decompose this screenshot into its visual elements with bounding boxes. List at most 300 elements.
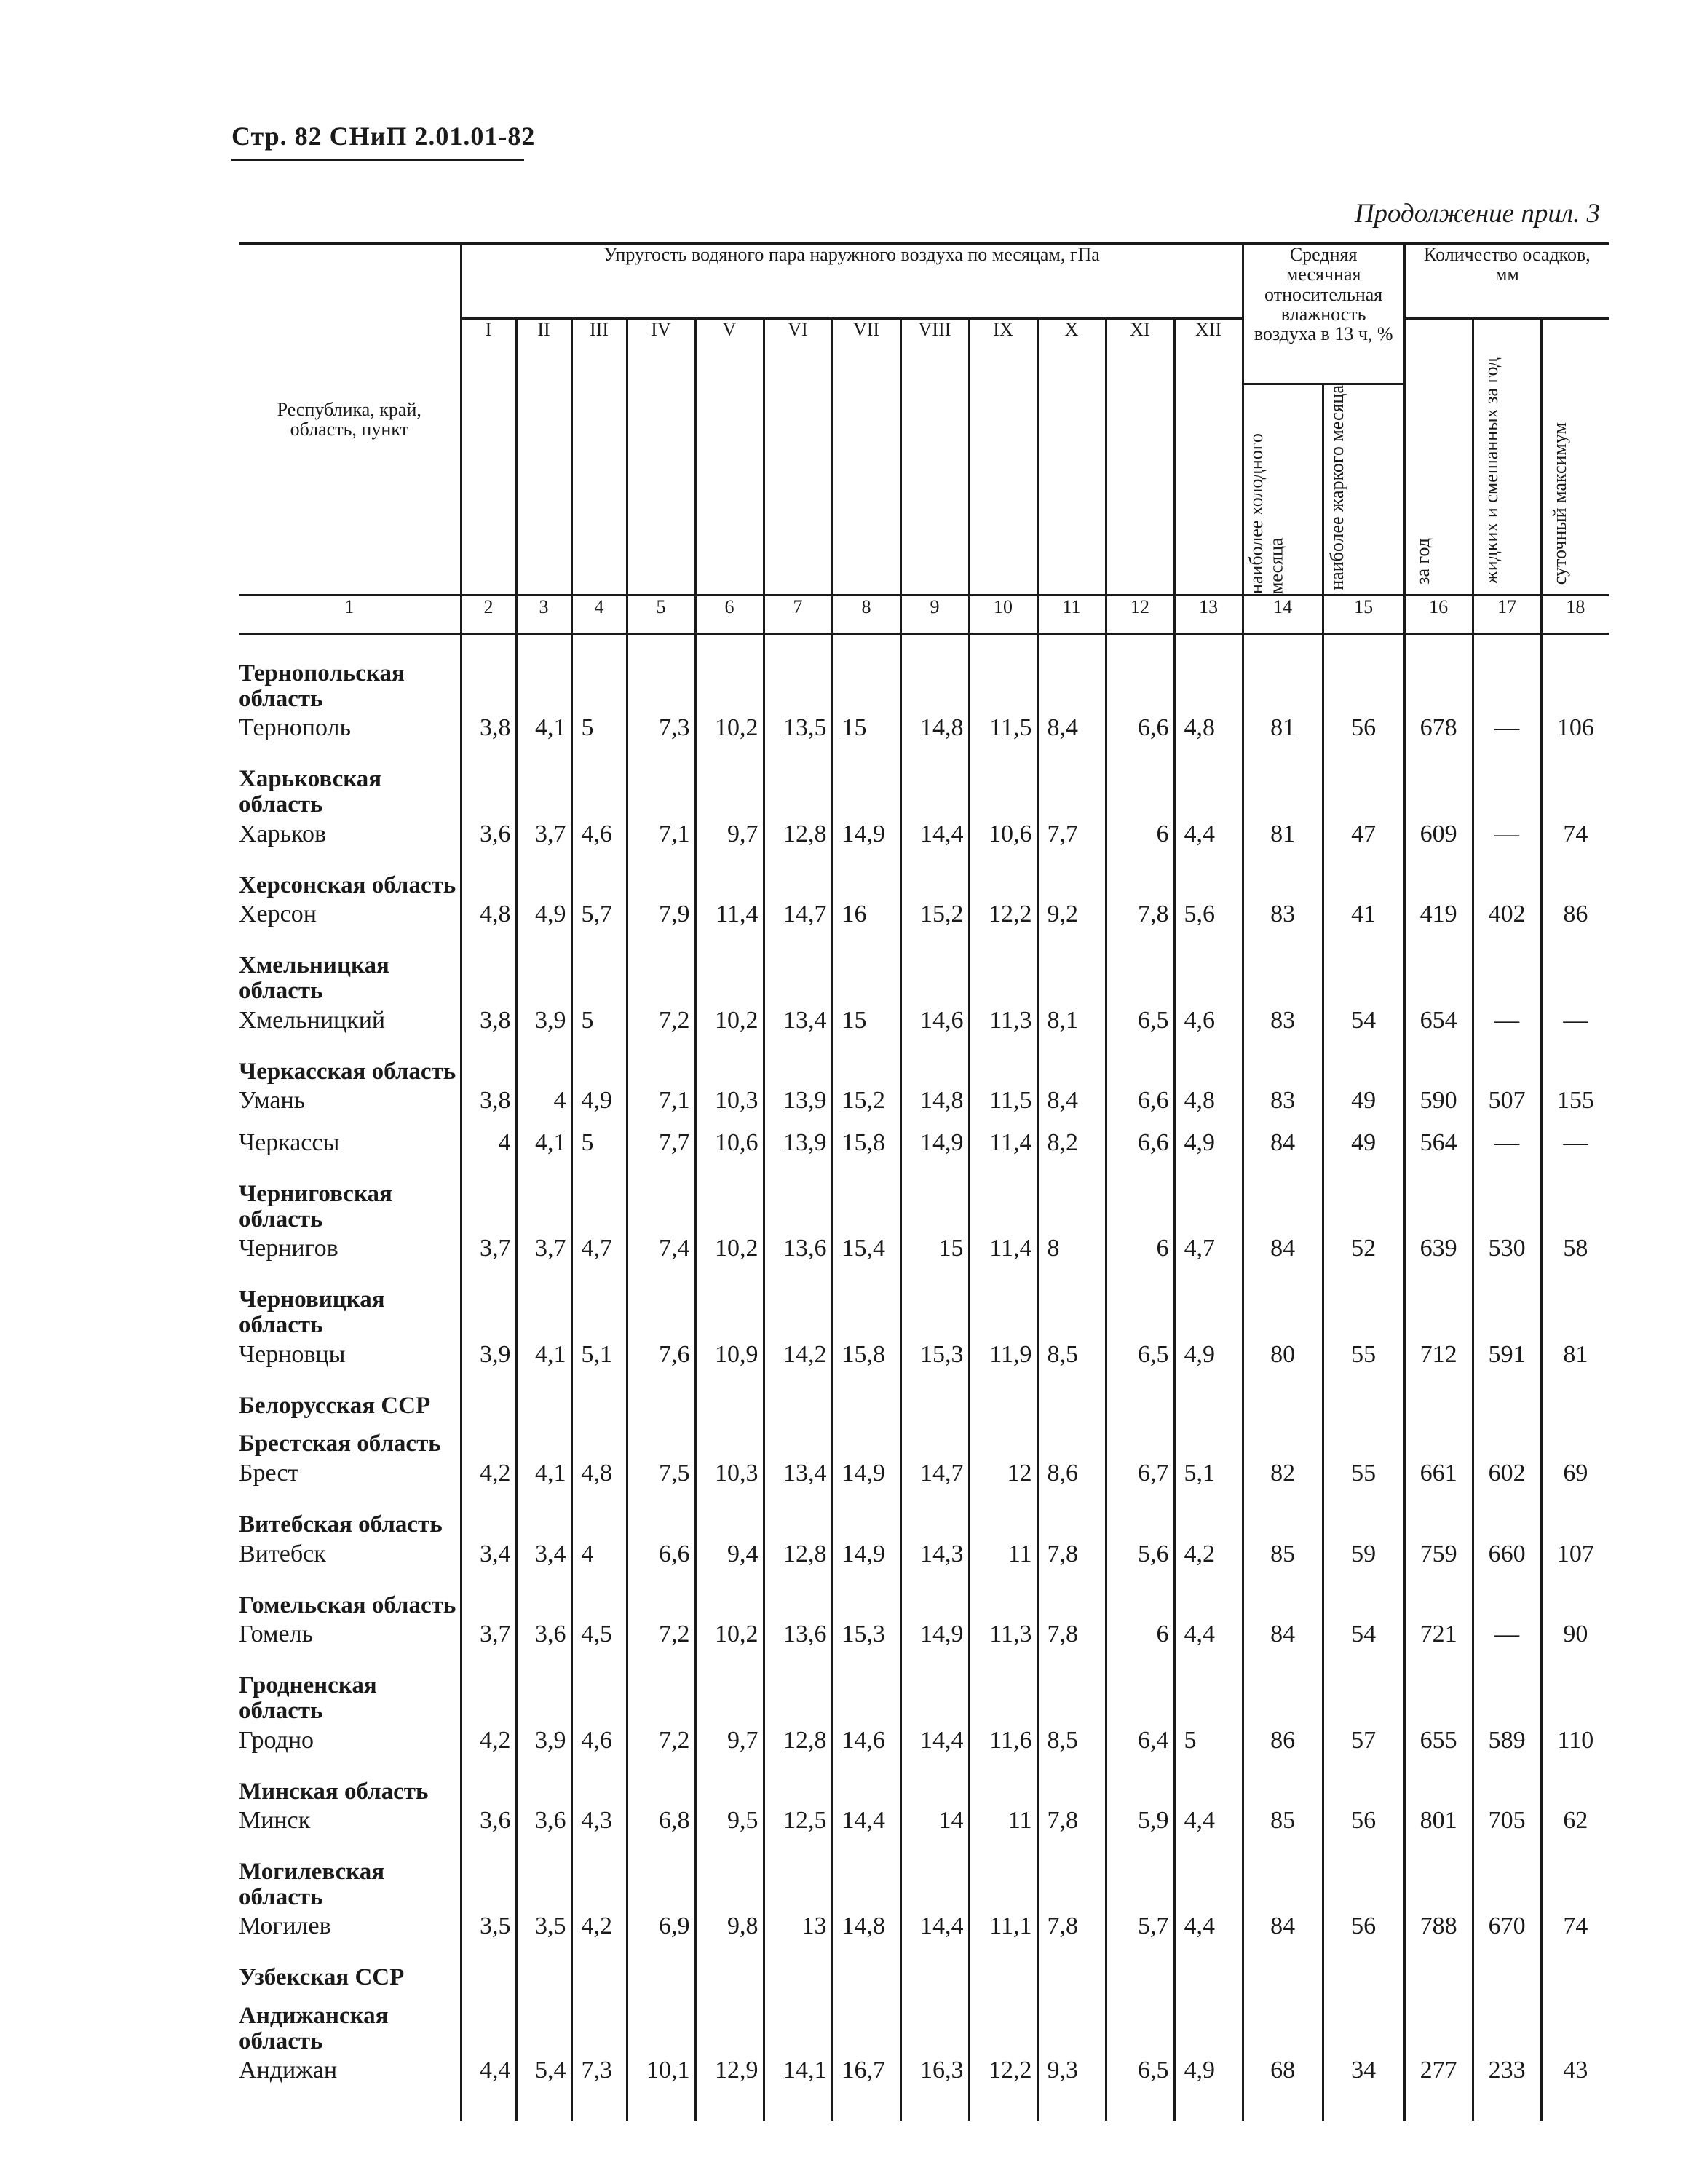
humidity-value: 85: [1243, 1540, 1323, 1583]
vapor-pressure-value: 5,9: [1106, 1807, 1174, 1849]
vapor-pressure-value: 10,9: [695, 1341, 764, 1383]
vapor-pressure-value: 4,4: [1174, 1807, 1243, 1849]
region-name: Гродненская область: [239, 1672, 377, 1724]
precipitation-value: 402: [1473, 901, 1541, 943]
vapor-pressure-value: 5,6: [1106, 1540, 1174, 1583]
vapor-pressure-value: 14,9: [900, 1621, 969, 1663]
precipitation-value: —: [1541, 1129, 1609, 1171]
vapor-pressure-value: 6: [1106, 1235, 1174, 1277]
header-month: V: [695, 319, 764, 596]
vapor-pressure-value: 14,8: [832, 1912, 900, 1955]
column-number: 8: [832, 596, 900, 634]
city-name: Брест: [239, 1460, 299, 1487]
table-row: [239, 1007, 1609, 1049]
precipitation-value: 591: [1473, 1341, 1541, 1383]
table-row: [239, 1235, 1609, 1277]
vapor-pressure-value: 6,6: [1106, 714, 1174, 756]
climate-table: [239, 242, 1609, 2121]
vapor-pressure-value: 11,1: [969, 1912, 1037, 1955]
region-name: Херсонская область: [239, 871, 456, 898]
city-name: Могилев: [239, 1912, 331, 1940]
vapor-pressure-value: 13,4: [764, 1460, 832, 1502]
column-number: 5: [627, 596, 695, 634]
vapor-pressure-value: 13,9: [764, 1087, 832, 1129]
vapor-pressure-value: 13: [764, 1912, 832, 1955]
vapor-pressure-value: 4,1: [516, 1341, 571, 1383]
vapor-pressure-value: 4,6: [1174, 1007, 1243, 1049]
region-name: Витебская область: [239, 1511, 443, 1538]
vapor-pressure-value: 7,2: [627, 1621, 695, 1663]
humidity-value: 82: [1243, 1460, 1323, 1502]
precipitation-value: —: [1473, 714, 1541, 756]
vapor-pressure-value: 3,7: [461, 1621, 516, 1663]
humidity-value: 54: [1323, 1621, 1404, 1663]
humidity-value: 81: [1243, 820, 1323, 863]
vapor-pressure-value: 7,1: [627, 820, 695, 863]
region-name: Гомельская область: [239, 1591, 456, 1618]
vapor-pressure-value: 10,2: [695, 1235, 764, 1277]
header-month: IX: [969, 319, 1037, 596]
vapor-pressure-value: 7,6: [627, 1341, 695, 1383]
vapor-pressure-value: 6,8: [627, 1807, 695, 1849]
vapor-pressure-value: 3,7: [516, 820, 571, 863]
humidity-value: 84: [1243, 1912, 1323, 1955]
vapor-pressure-value: 10,1: [627, 2057, 695, 2099]
vapor-pressure-value: 12: [969, 1460, 1037, 1502]
vapor-pressure-value: 5: [571, 1007, 627, 1049]
precipitation-value: 655: [1404, 1727, 1473, 1769]
header-month: I: [461, 319, 516, 596]
header-month: XI: [1106, 319, 1174, 596]
vapor-pressure-value: 3,7: [461, 1235, 516, 1277]
precipitation-value: 62: [1541, 1807, 1609, 1849]
column-number: 1: [239, 596, 461, 634]
vapor-pressure-value: 4,9: [1174, 1341, 1243, 1383]
vapor-pressure-value: 3,9: [516, 1007, 571, 1049]
header-vapor-group: Упругость водяного пара наружного воздуха по месяцам, гПа: [461, 244, 1243, 319]
vapor-pressure-value: 5: [571, 1129, 627, 1171]
vapor-pressure-value: 4,5: [571, 1621, 627, 1663]
vapor-pressure-value: 12,8: [764, 820, 832, 863]
precipitation-value: —: [1473, 820, 1541, 863]
humidity-value: 86: [1243, 1727, 1323, 1769]
vapor-pressure-value: 4,3: [571, 1807, 627, 1849]
vapor-pressure-value: 14,4: [900, 1727, 969, 1769]
column-number: 12: [1106, 596, 1174, 634]
vapor-pressure-value: 15,8: [832, 1341, 900, 1383]
header-month: VI: [764, 319, 832, 596]
vapor-pressure-value: 11,4: [695, 901, 764, 943]
vapor-pressure-value: 14,3: [900, 1540, 969, 1583]
vapor-pressure-value: 5,4: [516, 2057, 571, 2099]
vapor-pressure-value: 9,3: [1037, 2057, 1106, 2099]
vapor-pressure-value: 4,4: [1174, 1621, 1243, 1663]
vapor-pressure-value: 9,8: [695, 1912, 764, 1955]
column-number: 7: [764, 596, 832, 634]
column-number: 18: [1541, 596, 1609, 634]
region-name: Харьковская область: [239, 766, 382, 818]
precipitation-value: 661: [1404, 1460, 1473, 1502]
humidity-value: 80: [1243, 1341, 1323, 1383]
vapor-pressure-value: 12,8: [764, 1727, 832, 1769]
vapor-pressure-value: 4,2: [571, 1912, 627, 1955]
vapor-pressure-value: 14,9: [900, 1129, 969, 1171]
vapor-pressure-value: 3,8: [461, 1087, 516, 1129]
vapor-pressure-value: 7,2: [627, 1727, 695, 1769]
vapor-pressure-value: 8,2: [1037, 1129, 1106, 1171]
humidity-value: 55: [1323, 1341, 1404, 1383]
vapor-pressure-value: 8,5: [1037, 1727, 1106, 1769]
city-name: Черкассы: [239, 1129, 340, 1157]
vapor-pressure-value: 3,6: [461, 1807, 516, 1849]
precipitation-value: 233: [1473, 2057, 1541, 2099]
header-precip-max: [1541, 319, 1609, 596]
vapor-pressure-value: 15: [832, 714, 900, 756]
vapor-pressure-value: 14,7: [900, 1460, 969, 1502]
region-name: Тернопольская область: [239, 660, 405, 712]
vapor-pressure-value: 14,9: [832, 1460, 900, 1502]
vapor-pressure-value: 10,3: [695, 1460, 764, 1502]
vapor-pressure-value: 8: [1037, 1235, 1106, 1277]
city-name: Херсон: [239, 901, 317, 928]
region-name: Брестская область: [239, 1431, 441, 1457]
vapor-pressure-value: 7,9: [627, 901, 695, 943]
vapor-pressure-value: 6,4: [1106, 1727, 1174, 1769]
precipitation-value: 107: [1541, 1540, 1609, 1583]
vapor-pressure-value: 3,8: [461, 714, 516, 756]
vapor-pressure-value: 15: [832, 1007, 900, 1049]
vapor-pressure-value: 4,2: [461, 1460, 516, 1502]
column-number: 3: [516, 596, 571, 634]
city-name: Минск: [239, 1807, 311, 1835]
vapor-pressure-value: 12,9: [695, 2057, 764, 2099]
region-name: Могилевская область: [239, 1859, 385, 1910]
precipitation-value: 660: [1473, 1540, 1541, 1583]
vapor-pressure-value: 3,9: [461, 1341, 516, 1383]
precipitation-value: 590: [1404, 1087, 1473, 1129]
vapor-pressure-value: 15,3: [900, 1341, 969, 1383]
vapor-pressure-value: 4,9: [1174, 2057, 1243, 2099]
precipitation-value: 639: [1404, 1235, 1473, 1277]
vapor-pressure-value: 4,8: [571, 1460, 627, 1502]
vapor-pressure-value: 7,4: [627, 1235, 695, 1277]
vapor-pressure-value: 8,4: [1037, 714, 1106, 756]
vapor-pressure-value: 4,7: [1174, 1235, 1243, 1277]
vapor-pressure-value: 11,6: [969, 1727, 1037, 1769]
precipitation-value: 801: [1404, 1807, 1473, 1849]
precipitation-value: —: [1473, 1007, 1541, 1049]
vapor-pressure-value: 14,8: [900, 1087, 969, 1129]
vapor-pressure-value: 4: [571, 1540, 627, 1583]
humidity-value: 47: [1323, 820, 1404, 863]
city-name: Хмельницкий: [239, 1006, 386, 1034]
precipitation-value: 43: [1541, 2057, 1609, 2099]
vapor-pressure-value: 3,4: [516, 1540, 571, 1583]
table-row: [239, 1540, 1609, 1583]
vapor-pressure-value: 5,7: [1106, 1912, 1174, 1955]
column-number: 15: [1323, 596, 1404, 634]
precipitation-value: 106: [1541, 714, 1609, 756]
precipitation-value: 419: [1404, 901, 1473, 943]
header-humidity-group: Средняя месячная относительная влажность воздуха в 13 ч, %: [1243, 244, 1404, 384]
header-precip-liquid: [1473, 319, 1541, 596]
precipitation-value: 110: [1541, 1727, 1609, 1769]
vapor-pressure-value: 5,6: [1174, 901, 1243, 943]
vapor-pressure-value: 14,7: [764, 901, 832, 943]
vapor-pressure-value: 15,2: [832, 1087, 900, 1129]
vapor-pressure-value: 7,8: [1106, 901, 1174, 943]
vapor-pressure-value: 7,8: [1037, 1807, 1106, 1849]
vapor-pressure-value: 11,5: [969, 714, 1037, 756]
table-row: [239, 1087, 1609, 1129]
vapor-pressure-value: 3,9: [516, 1727, 571, 1769]
region-name: Хмельницкая область: [239, 952, 389, 1004]
table-row: [239, 2057, 1609, 2099]
humidity-value: 81: [1243, 714, 1323, 756]
vapor-pressure-value: 7,5: [627, 1460, 695, 1502]
vapor-pressure-value: 5: [571, 714, 627, 756]
precipitation-value: 589: [1473, 1727, 1541, 1769]
table-row: [239, 1727, 1609, 1769]
vapor-pressure-value: 3,5: [461, 1912, 516, 1955]
humidity-value: 83: [1243, 1007, 1323, 1049]
vapor-pressure-value: 7,8: [1037, 1621, 1106, 1663]
vapor-pressure-value: 9,7: [695, 820, 764, 863]
vapor-pressure-value: 8,1: [1037, 1007, 1106, 1049]
humidity-value: 84: [1243, 1129, 1323, 1171]
vapor-pressure-value: 7,3: [627, 714, 695, 756]
vapor-pressure-value: 4,4: [461, 2057, 516, 2099]
vapor-pressure-value: 12,2: [969, 901, 1037, 943]
vapor-pressure-value: 6,9: [627, 1912, 695, 1955]
precipitation-value: 69: [1541, 1460, 1609, 1502]
humidity-value: 85: [1243, 1807, 1323, 1849]
vapor-pressure-value: 13,5: [764, 714, 832, 756]
column-number: 17: [1473, 596, 1541, 634]
column-number: 16: [1404, 596, 1473, 634]
vapor-pressure-value: 5,1: [1174, 1460, 1243, 1502]
vapor-pressure-value: 4: [461, 1129, 516, 1171]
vapor-pressure-value: 14,9: [832, 820, 900, 863]
region-name: Черниговская область: [239, 1181, 392, 1233]
header-month: III: [571, 319, 627, 596]
city-name: Гродно: [239, 1726, 314, 1754]
vapor-pressure-value: 15,3: [832, 1621, 900, 1663]
vapor-pressure-value: 3,5: [516, 1912, 571, 1955]
city-name: Умань: [239, 1087, 306, 1115]
vapor-pressure-value: 14,9: [832, 1540, 900, 1583]
vapor-pressure-value: 6,5: [1106, 1007, 1174, 1049]
vapor-pressure-value: 11,3: [969, 1007, 1037, 1049]
vapor-pressure-value: 10,2: [695, 1621, 764, 1663]
vapor-pressure-value: 10,6: [969, 820, 1037, 863]
humidity-value: 84: [1243, 1235, 1323, 1277]
vapor-pressure-value: 4,9: [571, 1087, 627, 1129]
vapor-pressure-value: 5: [1174, 1727, 1243, 1769]
header-month: VIII: [900, 319, 969, 596]
vapor-pressure-value: 4,8: [461, 901, 516, 943]
vapor-pressure-value: 4: [516, 1087, 571, 1129]
vapor-pressure-value: 9,2: [1037, 901, 1106, 943]
precipitation-value: 507: [1473, 1087, 1541, 1129]
vapor-pressure-value: 15,2: [900, 901, 969, 943]
table-row: [239, 1621, 1609, 1663]
vapor-pressure-value: 3,6: [461, 820, 516, 863]
vapor-pressure-value: 7,2: [627, 1007, 695, 1049]
precipitation-value: 609: [1404, 820, 1473, 863]
vapor-pressure-value: 11,3: [969, 1621, 1037, 1663]
table-row: [239, 1129, 1609, 1171]
precipitation-value: —: [1473, 1129, 1541, 1171]
humidity-value: 56: [1323, 714, 1404, 756]
vapor-pressure-value: 4,9: [516, 901, 571, 943]
vapor-pressure-value: 16,3: [900, 2057, 969, 2099]
humidity-value: 34: [1323, 2057, 1404, 2099]
vapor-pressure-value: 11: [969, 1540, 1037, 1583]
vapor-pressure-value: 7,1: [627, 1087, 695, 1129]
vapor-pressure-value: 6,7: [1106, 1460, 1174, 1502]
precipitation-value: 705: [1473, 1807, 1541, 1849]
humidity-value: 84: [1243, 1621, 1323, 1663]
vapor-pressure-value: 15,4: [832, 1235, 900, 1277]
vapor-pressure-value: 4,8: [1174, 1087, 1243, 1129]
vapor-pressure-value: 4,1: [516, 1129, 571, 1171]
vapor-pressure-value: 7,7: [627, 1129, 695, 1171]
humidity-value: 52: [1323, 1235, 1404, 1277]
vapor-pressure-value: 4,4: [1174, 1912, 1243, 1955]
humidity-value: 83: [1243, 901, 1323, 943]
region-name: Узбекская ССР: [239, 1964, 405, 1991]
vapor-pressure-value: 11,9: [969, 1341, 1037, 1383]
column-number: 13: [1174, 596, 1243, 634]
vapor-pressure-value: 10,2: [695, 714, 764, 756]
vapor-pressure-value: 13,6: [764, 1621, 832, 1663]
vapor-pressure-value: 3,6: [516, 1807, 571, 1849]
humidity-value: 49: [1323, 1087, 1404, 1129]
precipitation-value: 81: [1541, 1341, 1609, 1383]
vapor-pressure-value: 14,4: [900, 1912, 969, 1955]
column-number: 9: [900, 596, 969, 634]
vapor-pressure-value: 7,7: [1037, 820, 1106, 863]
precipitation-value: 602: [1473, 1460, 1541, 1502]
vapor-pressure-value: 14,8: [900, 714, 969, 756]
humidity-value: 59: [1323, 1540, 1404, 1583]
precipitation-value: 90: [1541, 1621, 1609, 1663]
city-name: Тернополь: [239, 714, 351, 742]
vapor-pressure-value: 3,8: [461, 1007, 516, 1049]
header-hum-hot: наиболее жаркого месяца: [1323, 384, 1404, 596]
vapor-pressure-value: 4,8: [1174, 714, 1243, 756]
city-name: Витебск: [239, 1540, 326, 1567]
vapor-pressure-value: 13,6: [764, 1235, 832, 1277]
region-name: Андижанская область: [239, 2003, 389, 2054]
vapor-pressure-value: 15,8: [832, 1129, 900, 1171]
vapor-pressure-value: 8,6: [1037, 1460, 1106, 1502]
region-name: Минская область: [239, 1778, 429, 1805]
vapor-pressure-value: 16,7: [832, 2057, 900, 2099]
precipitation-value: 564: [1404, 1129, 1473, 1171]
vapor-pressure-value: 6,6: [1106, 1087, 1174, 1129]
vapor-pressure-value: 14,4: [832, 1807, 900, 1849]
header-precip-year-text: за год: [1412, 537, 1434, 585]
precipitation-value: 74: [1541, 820, 1609, 863]
vapor-pressure-value: 8,4: [1037, 1087, 1106, 1129]
column-number: 4: [571, 596, 627, 634]
header-month: VII: [832, 319, 900, 596]
column-number: 2: [461, 596, 516, 634]
city-name: Гомель: [239, 1621, 314, 1648]
table-row: [239, 1912, 1609, 1955]
vapor-pressure-value: 4,6: [571, 820, 627, 863]
vapor-pressure-value: 9,5: [695, 1807, 764, 1849]
vapor-pressure-value: 5,1: [571, 1341, 627, 1383]
continuation-label: Продолжение прил. 3: [1354, 199, 1600, 229]
precipitation-value: 788: [1404, 1912, 1473, 1955]
city-name: Андижан: [239, 2057, 338, 2084]
vapor-pressure-value: 4,6: [571, 1727, 627, 1769]
vapor-pressure-value: 9,4: [695, 1540, 764, 1583]
precipitation-value: 670: [1473, 1912, 1541, 1955]
vapor-pressure-value: 4,7: [571, 1235, 627, 1277]
header-precip-max-text: суточный максимум: [1549, 422, 1571, 585]
precipitation-value: 759: [1404, 1540, 1473, 1583]
vapor-pressure-value: 4,1: [516, 714, 571, 756]
vapor-pressure-value: 10,6: [695, 1129, 764, 1171]
vapor-pressure-value: 4,4: [1174, 820, 1243, 863]
running-head-rule: [231, 159, 524, 161]
vapor-pressure-value: 13,9: [764, 1129, 832, 1171]
column-number: 10: [969, 596, 1037, 634]
city-name: Харьков: [239, 820, 326, 847]
header-precip-liquid-text: жидких и смешанных за год: [1481, 357, 1502, 585]
precipitation-value: 277: [1404, 2057, 1473, 2099]
precipitation-value: 712: [1404, 1341, 1473, 1383]
column-number: 11: [1037, 596, 1106, 634]
precipitation-value: —: [1541, 1007, 1609, 1049]
vapor-pressure-value: 6: [1106, 820, 1174, 863]
precipitation-value: 721: [1404, 1621, 1473, 1663]
precipitation-value: 86: [1541, 901, 1609, 943]
header-region: Республика, край, область, пункт: [239, 244, 461, 596]
vapor-pressure-value: 6,5: [1106, 2057, 1174, 2099]
vapor-pressure-value: 7,8: [1037, 1912, 1106, 1955]
vapor-pressure-value: 4,2: [1174, 1540, 1243, 1583]
precipitation-value: 678: [1404, 714, 1473, 756]
vapor-pressure-value: 9,7: [695, 1727, 764, 1769]
table-row: [239, 901, 1609, 943]
header-hum-cold: наиболее холодного месяца: [1243, 384, 1323, 596]
vapor-pressure-value: 14,1: [764, 2057, 832, 2099]
vapor-pressure-value: 5,7: [571, 901, 627, 943]
vapor-pressure-value: 7,8: [1037, 1540, 1106, 1583]
vapor-pressure-value: 8,5: [1037, 1341, 1106, 1383]
vapor-pressure-value: 12,2: [969, 2057, 1037, 2099]
vapor-pressure-value: 7,3: [571, 2057, 627, 2099]
region-name: Черновицкая область: [239, 1286, 385, 1339]
vapor-pressure-value: 10,2: [695, 1007, 764, 1049]
table-row: [239, 820, 1609, 863]
humidity-value: 54: [1323, 1007, 1404, 1049]
table-row: [239, 1807, 1609, 1849]
header-precip-year: [1404, 319, 1473, 596]
vapor-pressure-value: 14: [900, 1807, 969, 1849]
vapor-pressure-value: 6,6: [1106, 1129, 1174, 1171]
vapor-pressure-value: 4,9: [1174, 1129, 1243, 1171]
running-head: Стр. 82 СНиП 2.01.01-82: [231, 122, 536, 151]
header-month: XII: [1174, 319, 1243, 596]
vapor-pressure-value: 12,8: [764, 1540, 832, 1583]
vapor-pressure-value: 6,6: [627, 1540, 695, 1583]
